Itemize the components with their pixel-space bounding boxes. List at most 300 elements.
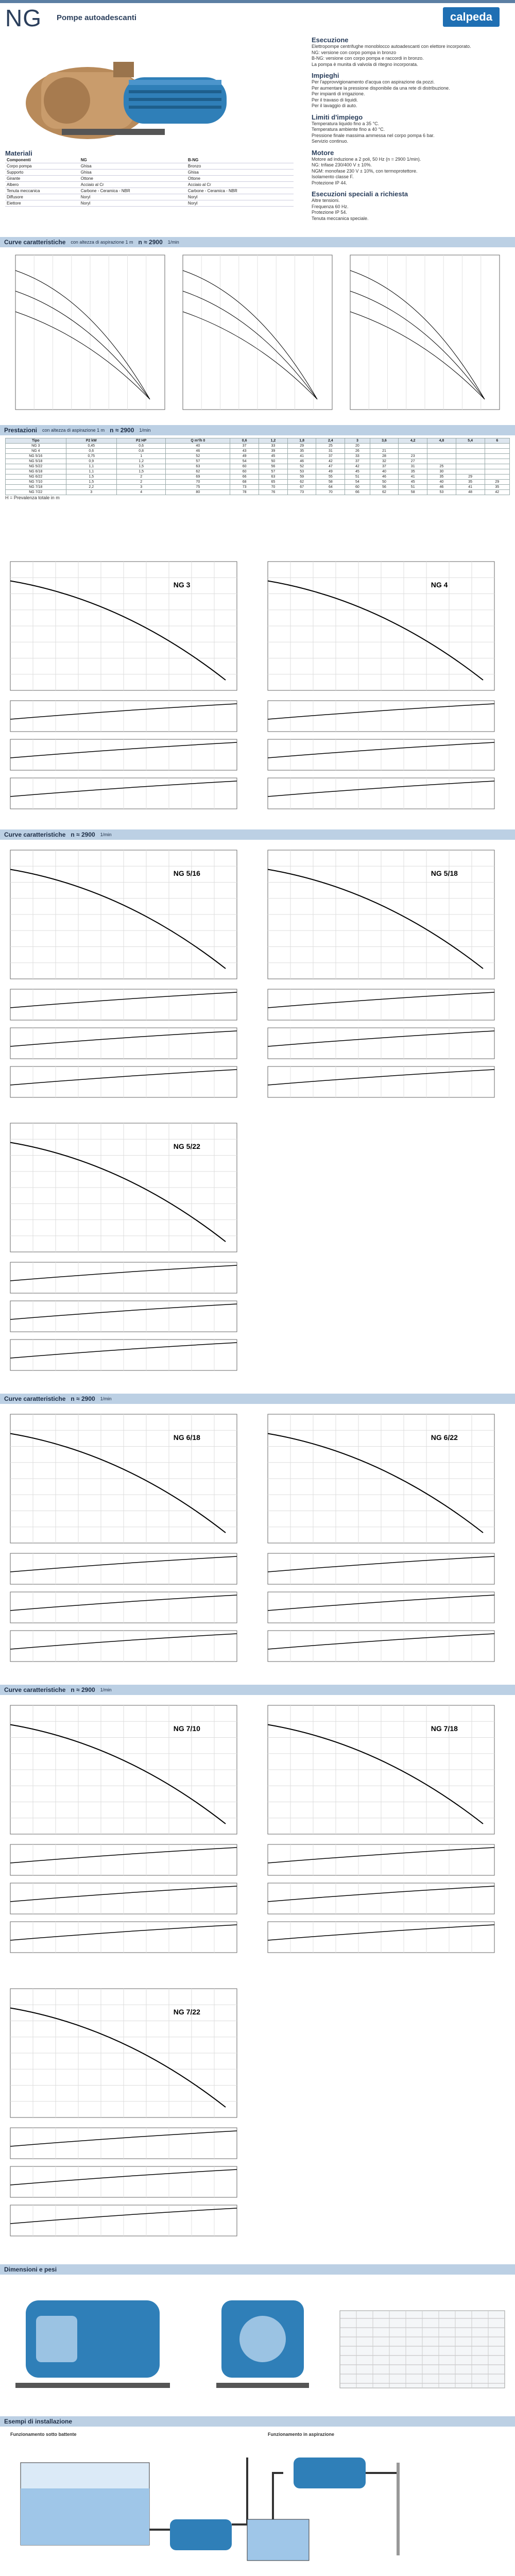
- perf-row: [6, 454, 510, 459]
- sub-chart: [10, 1066, 237, 1097]
- material-cell: Noryl: [79, 194, 186, 200]
- material-cell: Carbone - Ceramica - NBR: [79, 188, 186, 194]
- perf-cell: 0,9: [66, 459, 116, 464]
- material-cell: Ottone: [186, 176, 294, 182]
- perf-row: [6, 444, 510, 449]
- material-cell: Bronzo: [186, 163, 294, 170]
- perf-cell: NG 5/16: [6, 454, 66, 459]
- perf-cell: 60: [230, 464, 259, 469]
- charts-ng6-svg: [5, 1409, 510, 1677]
- perf-cell: 3: [66, 490, 116, 495]
- dims-drawings: [5, 2280, 510, 2409]
- pump-illustration: [10, 41, 237, 144]
- chart-label: NG 6/22: [431, 1433, 458, 1442]
- perf-row: [6, 480, 510, 485]
- perf-cell: 30: [427, 469, 456, 474]
- material-cell: Tenuta meccanica: [5, 188, 79, 194]
- perf-cell: 46: [370, 474, 399, 480]
- perf-cell: 29: [485, 480, 509, 485]
- material-cell: Ghisa: [79, 170, 186, 176]
- perf-cell: 45: [259, 454, 288, 459]
- curves3-title: Curve caratteristiche: [4, 1395, 66, 1402]
- perf-cell: [485, 449, 509, 454]
- curves1-rpm-unit: 1/min: [167, 240, 179, 245]
- material-cell: NG: [79, 157, 186, 163]
- perf-cell: 37: [345, 459, 370, 464]
- perf-cell: [427, 459, 456, 464]
- perf-row: [6, 474, 510, 480]
- perf-cell: 0,6: [66, 449, 116, 454]
- dims-bar: [0, 2264, 515, 2275]
- perf-cell: 23: [399, 454, 427, 459]
- material-cell: Diffusore: [5, 194, 79, 200]
- curves1-note: con altezza di aspirazione 1 m: [71, 240, 133, 245]
- perf-cell: [456, 459, 485, 464]
- model-title: NG: [5, 5, 42, 31]
- perf-cell: 2,2: [66, 485, 116, 490]
- perf-cell: 47: [316, 464, 345, 469]
- perf-table-wrap: [5, 438, 510, 500]
- perf-cell: 0,8: [116, 449, 165, 454]
- sub-chart: [268, 1553, 494, 1584]
- material-row: [5, 200, 294, 207]
- pump-curve-chart: [268, 850, 494, 979]
- perf-cell: 62: [166, 469, 230, 474]
- perf-cell: [485, 444, 509, 449]
- material-cell: Ghisa: [79, 163, 186, 170]
- perf-cell: 26: [345, 449, 370, 454]
- product-photo: [10, 41, 237, 144]
- chart-label: NG 4: [431, 581, 448, 589]
- perf-header: 0,6: [230, 438, 259, 444]
- perf-cell: 53: [427, 490, 456, 495]
- perf-cell: NG 5/22: [6, 464, 66, 469]
- install-svg: [5, 2442, 510, 2566]
- impieghi-title: Impieghi: [312, 72, 339, 79]
- dims-title: Dimensioni e pesi: [4, 2266, 57, 2273]
- curves2-title: Curve caratteristiche: [4, 831, 66, 838]
- perf-cell: 67: [287, 485, 316, 490]
- chart-label: NG 7/18: [431, 1724, 458, 1733]
- perf-cell: 0,45: [66, 444, 116, 449]
- sub-chart: [10, 2128, 237, 2159]
- charts-ng6: [5, 1409, 510, 1677]
- perf-cell: [485, 469, 509, 474]
- curves1-title: Curve caratteristiche: [4, 239, 66, 246]
- material-cell: Girante: [5, 176, 79, 182]
- perf-cell: 66: [345, 490, 370, 495]
- sub-chart: [10, 1592, 237, 1623]
- curves4-title: Curve caratteristiche: [4, 1686, 66, 1693]
- charts-ng5: [5, 845, 510, 1386]
- perf-cell: 45: [399, 480, 427, 485]
- sub-chart: [10, 701, 237, 732]
- perf-cell: 0,75: [66, 454, 116, 459]
- perf-cell: 64: [316, 485, 345, 490]
- perf-row: [6, 459, 510, 464]
- perf-cell: [456, 444, 485, 449]
- material-cell: B-NG: [186, 157, 294, 163]
- curves1-bar: [0, 237, 515, 247]
- curves1-rpm: n ≈ 2900: [138, 239, 163, 246]
- pump-curve-chart: [10, 1414, 237, 1543]
- perf-header: Q m³/h 0: [166, 438, 230, 444]
- perf-header: 1,8: [287, 438, 316, 444]
- limiti-title: Limiti d'impiego: [312, 113, 363, 121]
- perf-header: 2,4: [316, 438, 345, 444]
- sub-chart: [10, 2166, 237, 2197]
- curves2-rpm-unit: 1/min: [100, 832, 112, 837]
- charts-ng3-ng4-svg: [5, 556, 510, 824]
- material-cell: Ottone: [79, 176, 186, 182]
- perf-cell: 2: [116, 474, 165, 480]
- install-right-caption: Funzionamento in aspirazione: [268, 2432, 335, 2437]
- perf-cell: [485, 459, 509, 464]
- esecuzione-title: Esecuzione: [312, 36, 349, 44]
- curves3-rpm-unit: 1/min: [100, 1396, 112, 1401]
- perf-cell: 40: [166, 444, 230, 449]
- perf-cell: 1: [116, 454, 165, 459]
- perf-header: P2 kW: [66, 438, 116, 444]
- perf-cell: 41: [456, 485, 485, 490]
- install-left-caption: Funzionamento sotto battente: [10, 2432, 77, 2437]
- perf-cell: 37: [316, 454, 345, 459]
- material-cell: Eiettore: [5, 200, 79, 207]
- perf-cell: 80: [166, 490, 230, 495]
- perf-cell: 66: [230, 474, 259, 480]
- perf-cell: 62: [370, 490, 399, 495]
- perf-cell: 68: [230, 480, 259, 485]
- perf-header: 3,6: [370, 438, 399, 444]
- perf-cell: 62: [287, 480, 316, 485]
- perf-cell: 40: [427, 480, 456, 485]
- sub-chart: [268, 1028, 494, 1059]
- performance-table: [5, 438, 510, 495]
- perf-cell: 1,1: [66, 464, 116, 469]
- perf-cell: NG 6/18: [6, 469, 66, 474]
- perf-cell: 31: [316, 449, 345, 454]
- perf-cell: 52: [166, 454, 230, 459]
- speciali-title: Esecuzioni speciali a richiesta: [312, 190, 408, 198]
- perf-cell: 20: [345, 444, 370, 449]
- perf-cell: [456, 449, 485, 454]
- curves2-bar: [0, 829, 515, 840]
- sub-chart: [268, 701, 494, 732]
- perf-cell: 57: [166, 459, 230, 464]
- curves1-svg: [5, 250, 510, 420]
- perf-cell: 42: [345, 464, 370, 469]
- perf-cell: 27: [399, 459, 427, 464]
- curves4-bar: [0, 1685, 515, 1695]
- perf-cell: 35: [456, 480, 485, 485]
- perf-cell: 42: [485, 490, 509, 495]
- perf-cell: [485, 454, 509, 459]
- perf-cell: 54: [345, 480, 370, 485]
- perf-cell: 28: [370, 454, 399, 459]
- perf-cell: 57: [259, 469, 288, 474]
- chart-label: NG 5/18: [431, 869, 458, 877]
- perf-cell: 35: [287, 449, 316, 454]
- sub-chart: [268, 989, 494, 1020]
- perf-cell: 69: [166, 474, 230, 480]
- material-cell: Acciaio al Cr: [186, 182, 294, 188]
- perf-row: [6, 464, 510, 469]
- chart-label: NG 5/16: [173, 869, 200, 877]
- sub-chart: [10, 1301, 237, 1332]
- pump-curve-chart: [10, 1989, 237, 2117]
- perf-cell: 46: [427, 485, 456, 490]
- perf-cell: 75: [166, 485, 230, 490]
- perf-note: con altezza di aspirazione 1 m: [42, 428, 105, 433]
- sub-chart: [10, 1631, 237, 1662]
- sub-chart: [268, 1922, 494, 1953]
- perf-cell: 70: [259, 485, 288, 490]
- perf-cell: 65: [259, 480, 288, 485]
- perf-header: P2 HP: [116, 438, 165, 444]
- perf-row: [6, 485, 510, 490]
- perf-cell: 46: [166, 449, 230, 454]
- perf-row: [6, 449, 510, 454]
- perf-cell: 51: [399, 485, 427, 490]
- perf-cell: 2: [116, 480, 165, 485]
- charts-ng5-svg: [5, 845, 510, 1386]
- sub-chart: [10, 989, 237, 1020]
- perf-cell: NG 3: [6, 444, 66, 449]
- perf-cell: 49: [316, 469, 345, 474]
- sub-chart: [10, 1844, 237, 1875]
- sub-chart: [268, 1631, 494, 1662]
- material-row: [5, 157, 294, 163]
- material-cell: Acciaio al Cr: [79, 182, 186, 188]
- pump-curve-chart: [268, 562, 494, 690]
- pump-curve-chart: [10, 1123, 237, 1252]
- perf-cell: 56: [259, 464, 288, 469]
- perf-cell: 63: [166, 464, 230, 469]
- chart-label: NG 3: [173, 581, 191, 589]
- perf-cell: 1,1: [66, 469, 116, 474]
- material-cell: Supporto: [5, 170, 79, 176]
- perf-cell: 63: [259, 474, 288, 480]
- perf-rpm: n ≈ 2900: [110, 427, 134, 434]
- perf-cell: 33: [259, 444, 288, 449]
- material-row: [5, 176, 294, 182]
- sub-chart: [268, 1066, 494, 1097]
- material-row: [5, 194, 294, 200]
- curves1-charts: [5, 250, 510, 420]
- perf-cell: 73: [230, 485, 259, 490]
- material-cell: Noryl: [186, 200, 294, 207]
- perf-cell: 3: [116, 485, 165, 490]
- curves3-rpm: n ≈ 2900: [71, 1395, 95, 1402]
- brand-logo: calpeda: [443, 7, 500, 27]
- limiti-text: Temperatura liquido fino a 35 °C. Temperatura ambiente fino a 40 °C. Pressione finale massima ammessa nel corpo pompa 6 bar. Servizio continuo.: [312, 121, 435, 144]
- sub-chart: [268, 778, 494, 809]
- chart-label: NG 6/18: [173, 1433, 200, 1442]
- sub-chart: [10, 1028, 237, 1059]
- pump-curve-chart: [268, 1705, 494, 1834]
- curves3-bar: [0, 1394, 515, 1404]
- perf-cell: [427, 454, 456, 459]
- perf-cell: 58: [316, 480, 345, 485]
- perf-cell: [485, 474, 509, 480]
- perf-cell: 1,5: [66, 480, 116, 485]
- perf-cell: 39: [259, 449, 288, 454]
- perf-cell: 0,6: [116, 444, 165, 449]
- perf-cell: 31: [399, 464, 427, 469]
- perf-header: 5,4: [456, 438, 485, 444]
- pump-curve-chart: [10, 1705, 237, 1834]
- perf-cell: NG 5/18: [6, 459, 66, 464]
- perf-cell: [427, 444, 456, 449]
- perf-cell: 70: [316, 490, 345, 495]
- perf-cell: [399, 449, 427, 454]
- perf-cell: 60: [345, 485, 370, 490]
- perf-cell: 48: [456, 490, 485, 495]
- materials-table: [5, 157, 294, 207]
- sub-chart: [10, 1883, 237, 1914]
- install-drawings: [5, 2442, 510, 2566]
- perf-cell: 40: [370, 469, 399, 474]
- perf-header: 4,8: [427, 438, 456, 444]
- curves2-rpm: n ≈ 2900: [71, 831, 95, 838]
- material-cell: Componenti: [5, 157, 79, 163]
- sub-chart: [268, 1883, 494, 1914]
- perf-cell: 29: [456, 474, 485, 480]
- perf-cell: [456, 454, 485, 459]
- perf-cell: 35: [399, 469, 427, 474]
- sub-chart: [10, 778, 237, 809]
- perf-cell: [370, 444, 399, 449]
- material-cell: Noryl: [186, 194, 294, 200]
- perf-cell: 25: [427, 464, 456, 469]
- perf-header: 6: [485, 438, 509, 444]
- perf-cell: 50: [259, 459, 288, 464]
- materiali-title: Materiali: [5, 149, 32, 157]
- perf-cell: 37: [230, 444, 259, 449]
- perf-cell: 32: [370, 459, 399, 464]
- charts-ng3-ng4: [5, 556, 510, 824]
- sub-chart: [10, 1553, 237, 1584]
- perf-cell: 60: [230, 469, 259, 474]
- perf-cell: 46: [287, 459, 316, 464]
- perf-cell: 52: [287, 464, 316, 469]
- material-cell: Carbone - Ceramica - NBR: [186, 188, 294, 194]
- perf-cell: [485, 464, 509, 469]
- perf-cell: 53: [287, 469, 316, 474]
- motore-title: Motore: [312, 148, 334, 157]
- charts-ng7-svg: [5, 1700, 510, 2257]
- material-cell: Albero: [5, 182, 79, 188]
- chart-label: NG 7/22: [173, 2008, 200, 2016]
- perf-cell: 58: [399, 490, 427, 495]
- perf-cell: 54: [230, 459, 259, 464]
- perf-bar: [0, 425, 515, 435]
- perf-cell: 21: [370, 449, 399, 454]
- material-row: [5, 170, 294, 176]
- perf-cell: 1,5: [66, 474, 116, 480]
- material-row: [5, 163, 294, 170]
- dims-svg: [5, 2280, 510, 2409]
- header-band: [0, 0, 515, 3]
- chart-label: NG 5/22: [173, 1142, 200, 1150]
- perf-cell: 73: [287, 490, 316, 495]
- perf-cell: [427, 449, 456, 454]
- perf-cell: 56: [370, 485, 399, 490]
- perf-cell: 45: [345, 469, 370, 474]
- perf-cell: 78: [230, 490, 259, 495]
- perf-cell: 33: [345, 454, 370, 459]
- curves4-rpm-unit: 1/min: [100, 1687, 112, 1692]
- perf-cell: NG 6/22: [6, 474, 66, 480]
- chart-label: NG 7/10: [173, 1724, 200, 1733]
- pump-curve-chart: [268, 1414, 494, 1543]
- perf-cell: 35: [485, 485, 509, 490]
- perf-cell: 1,5: [116, 469, 165, 474]
- perf-cell: [456, 464, 485, 469]
- esecuzione-text: Elettropompe centrifughe monoblocco autoadescanti con elettore incorporato. NG: versione con corpo pompa in bronzo B-NG: versione con corpo pompa e raccordi in bronzo. La pompa è munita di valvola di ritegno incorporata.: [312, 44, 471, 67]
- perf-cell: 76: [259, 490, 288, 495]
- sub-chart: [10, 739, 237, 770]
- material-cell: Ghisa: [186, 170, 294, 176]
- impieghi-text: Per l'approvvigionamento d'acqua con aspirazione da pozzi. Per aumentare la pressione disponibile da una rete di distribuzione. Per impianti di irrigazione. Per il travaso di liquidi. Per il lavaggio di auto.: [312, 79, 450, 108]
- perf-cell: 55: [316, 474, 345, 480]
- perf-cell: NG 7/22: [6, 490, 66, 495]
- perf-header: 1,2: [259, 438, 288, 444]
- perf-cell: 4: [116, 490, 165, 495]
- perf-header: Tipo: [6, 438, 66, 444]
- perf-cell: 41: [399, 474, 427, 480]
- perf-header: 4,2: [399, 438, 427, 444]
- perf-cell: 41: [287, 454, 316, 459]
- perf-cell: NG 7/10: [6, 480, 66, 485]
- material-cell: Noryl: [79, 200, 186, 207]
- perf-cell: 29: [287, 444, 316, 449]
- sub-chart: [10, 1922, 237, 1953]
- sub-chart: [10, 1340, 237, 1370]
- perf-cell: 49: [230, 454, 259, 459]
- perf-table-note: H = Prevalenza totale in m: [5, 495, 60, 500]
- perf-row: [6, 469, 510, 474]
- perf-cell: 43: [230, 449, 259, 454]
- perf-cell: 59: [287, 474, 316, 480]
- perf-cell: 42: [316, 459, 345, 464]
- curves4-rpm: n ≈ 2900: [71, 1686, 95, 1693]
- motore-text: Motore ad induzione a 2 poli, 50 Hz (n = 2900 1/min). NG: trifase 230/400 V ± 10%. NGM: monofase 230 V ± 10%, con termoprotettore. Isolamento classe F. Protezione IP 44.: [312, 156, 421, 185]
- perf-cell: 35: [427, 474, 456, 480]
- perf-rpm-unit: 1/min: [139, 428, 151, 433]
- sub-chart: [268, 1844, 494, 1875]
- charts-ng7: [5, 1700, 510, 2257]
- material-cell: Corpo pompa: [5, 163, 79, 170]
- perf-row: [6, 490, 510, 495]
- sub-chart: [268, 739, 494, 770]
- perf-cell: 37: [370, 464, 399, 469]
- sub-chart: [10, 1262, 237, 1293]
- perf-cell: [399, 444, 427, 449]
- perf-header: 3: [345, 438, 370, 444]
- perf-cell: NG 4: [6, 449, 66, 454]
- perf-title: Prestazioni: [4, 427, 38, 434]
- speciali-text: Altre tensioni. Frequenza 60 Hz. Protezione IP 54. Tenuta meccanica speciale.: [312, 198, 369, 221]
- material-row: [5, 188, 294, 194]
- perf-cell: 70: [166, 480, 230, 485]
- install-title: Esempi di installazione: [4, 2418, 73, 2425]
- sub-chart: [268, 1592, 494, 1623]
- material-row: [5, 182, 294, 188]
- perf-cell: [456, 469, 485, 474]
- perf-cell: 25: [316, 444, 345, 449]
- perf-cell: 1,5: [116, 464, 165, 469]
